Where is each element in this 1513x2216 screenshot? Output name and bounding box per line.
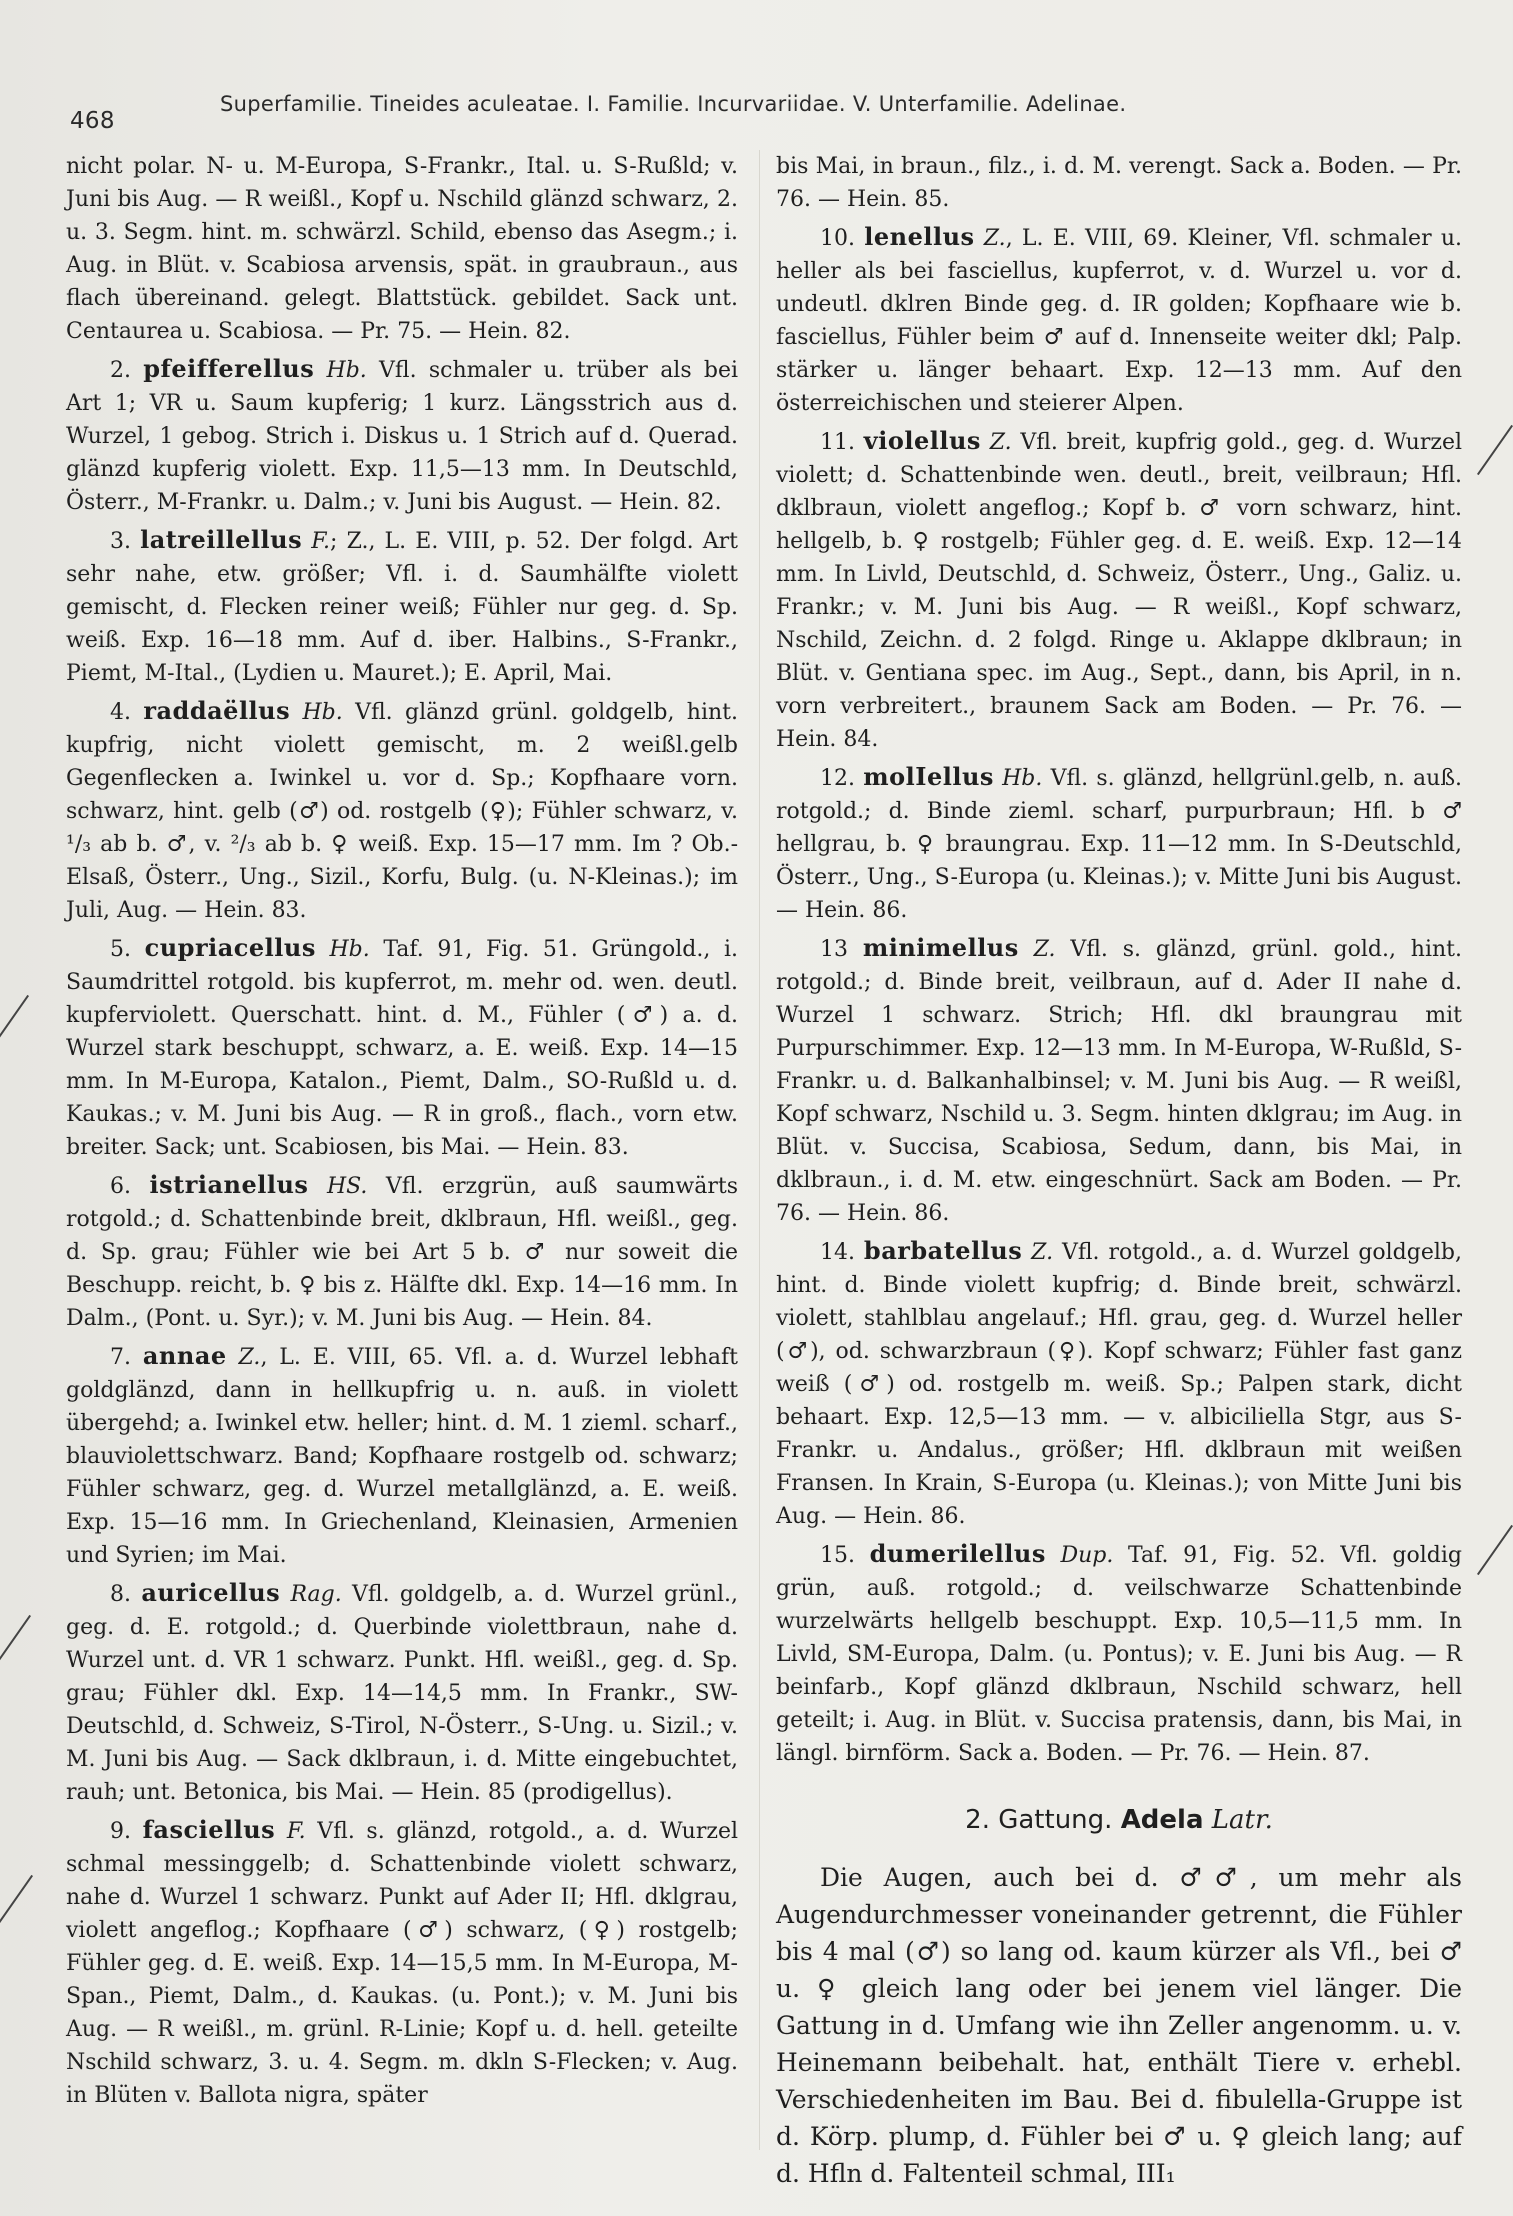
entry-text: Vfl. erzgrün, auß saumwärts rotgold.; d. Schattenbinde breit, dklbraun, Hfl. weißl., geg. d. Sp. grau; Fühler wie bei Art 5 b. ♂ nur soweit die Beschupp. reicht, b. ♀ bis z. Hälfte dkl. Exp. 14—16 mm. In Dalm., (Pont. u. Syr.); v. M. Juni bis Aug. — Hein. 84. bbox=[66, 1174, 739, 1331]
margin-pencil-mark bbox=[0, 1875, 33, 1925]
species-entry bbox=[776, 424, 1462, 756]
entry-number: 10. bbox=[820, 226, 855, 251]
entry-number: 4. bbox=[110, 700, 131, 725]
species-author: F. bbox=[311, 529, 331, 554]
entry-text: Vfl. s. glänzd, rotgold., a. d. Wurzel schmal messinggelb; d. Schattenbinde violett schwarz, nahe d. Wurzel 1 schwarz. Punkt auf Ader II; Hfl. dklgrau, violett angeflog.; Kopfhaare (♂) schwarz, (♀) rostgelb; Fühler geg. d. E. weiß. Exp. 14—15,5 mm. In M-Europa, M-Span., Piemt, Dalm., d. Kaukas. (u. Pont.); v. M. Juni bis Aug. — R weißl., m. grünl. R-Linie; Kopf u. d. hell. geteilte Nschild schwarz, 3. u. 4. Segm. m. dkln S-Flecken; v. Aug. in Blüten v. Ballota nigra, später bbox=[66, 1819, 739, 2108]
species-author: Z. bbox=[1031, 1240, 1054, 1265]
species-author: Dup. bbox=[1060, 1543, 1114, 1568]
entry-text: Vfl. glänzd grünl. goldgelb, hint. kupfrig, nicht violett gemischt, m. 2 weißl.gelb Gegenflecken a. Iwinkel u. vor d. Sp.; Kopfhaare vorn. schwarz, hint. gelb (♂) od. rostgelb (♀); Fühler schwarz, v. ¹/₃ ab b. ♂, v. ²/₃ ab b. ♀ weiß. Exp. 15—17 mm. Im ? Ob.-Elsaß, Österr., Ung., Sizil., Korfu, Bulg. (u. N-Kleinas.); im Juli, Aug. — Hein. 83. bbox=[66, 700, 738, 923]
species-name: barbatellus bbox=[863, 1236, 1023, 1265]
species-entry bbox=[776, 760, 1462, 927]
column-divider bbox=[759, 150, 760, 2150]
species-entry bbox=[66, 1813, 738, 2112]
species-author: Z. bbox=[989, 430, 1012, 455]
genus-author: Latr. bbox=[1211, 1805, 1273, 1835]
running-title: Superfamilie. Tineides aculeatae. I. Familie. Incurvariidae. V. Unterfamilie. Adelinae. bbox=[220, 92, 1127, 116]
entry-number: 13 bbox=[820, 937, 848, 962]
genus-prefix: 2. Gattung. bbox=[965, 1805, 1113, 1835]
species-name: fasciellus bbox=[142, 1815, 276, 1844]
species-name: pfeifferellus bbox=[143, 354, 315, 383]
species-author: HS. bbox=[326, 1174, 368, 1199]
entry-text: Vfl. s. glänzd, grünl. gold., hint. rotgold.; d. Binde breit, veilbraun, auf d. Ader II nahe d. Wurzel 1 schwarz. Strich; Hfl. dkl braungrau mit Purpurschimmer. Exp. 12—13 mm. In M-Europa, W-Rußld, S-Frankr. u. d. Balkanhalbinsel; v. M. Juni bis Aug. — R weißl, Kopf schwarz, Nschild u. 3. Segm. hinten dklgrau; im Aug. in Blüt. v. Succisa, Scabiosa, Sedum, dann, bis Mai, in dklbraun., i. d. M. etw. eingeschnürt. Sack am Boden. — Pr. 76. — Hein. 86. bbox=[776, 937, 1462, 1226]
species-name: lenellus bbox=[864, 222, 975, 251]
entry-text: ; Z., L. E. VIII, p. 52. Der folgd. Art sehr nahe, etw. größer; Vfl. i. d. Saumhälfte violett gemischt, d. Flecken reiner weiß; Fühler nur geg. d. Sp. weiß. Exp. 16—18 mm. Auf d. iber. Halbins., S-Frankr., Piemt, M-Ital., (Lydien u. Mauret.); E. April, Mai. bbox=[66, 529, 738, 686]
entry-text: Vfl. breit, kupfrig gold., geg. d. Wurzel violett; d. Schattenbinde wen. deutl., breit, veilbraun; Hfl. dklbraun, violett angeflog.; Kopf b. ♂ vorn schwarz, hint. hellgelb, b. ♀ rostgelb; Fühler geg. d. E. weiß. Exp. 12—14 mm. In Livld, Deutschld, d. Schweiz, Österr., Ung., Galiz. u. Frankr.; v. M. Juni bis Aug. — R weißl., Kopf schwarz, Nschild, Zeichn. d. 2 folgd. Ringe u. Aklappe dklbraun; in Blüt. v. Gentiana spec. im Aug., Sept., dann, bis April, in n. vorn verbreitert., braunem Sack am Boden. — Pr. 76. — Hein. 84. bbox=[776, 430, 1463, 752]
margin-pencil-mark bbox=[0, 1615, 31, 1665]
species-author: Hb. bbox=[302, 700, 343, 725]
entry-text: Taf. 91, Fig. 51. Grüngold., i. Saumdrittel rotgold. bis kupferrot, m. mehr od. wen. deutl. kupferviolett. Querschatt. hint. d. M., Fühler (♂) a. d. Wurzel stark beschuppt, schwarz, a. E. weiß. Exp. 14—15 mm. In M-Europa, Katalon., Piemt, Dalm., SO-Rußld u. d. Kaukas.; v. M. Juni bis Aug. — R in groß., flach., vorn etw. breiter. Sack; unt. Scabiosen, bis Mai. — Hein. 83. bbox=[66, 937, 738, 1160]
entry-number: 14. bbox=[820, 1240, 855, 1265]
entry-number: 3. bbox=[110, 529, 131, 554]
species-name: auricellus bbox=[141, 1578, 281, 1607]
species-author: Rag. bbox=[290, 1582, 342, 1607]
species-entry bbox=[66, 1339, 738, 1572]
right-column bbox=[776, 150, 1463, 2188]
species-entry bbox=[776, 1234, 1462, 1533]
species-entry bbox=[66, 523, 738, 690]
species-author: Hb. bbox=[326, 358, 367, 383]
entry-text: Vfl. goldgelb, a. d. Wurzel grünl., geg. d. E. rotgold.; d. Querbinde violettbraun, nahe d. Wurzel unt. d. VR 1 schwarz. Punkt. Hfl. weißl., geg. d. Sp. grau; Fühler dkl. Exp. 14—14,5 mm. In Frankr., SW-Deutschld, d. Schweiz, S-Tirol, N-Österr., S-Ung. u. Sizil.; v. M. Juni bis Aug. — Sack dklbraun, i. d. Mitte eingebuchtet, rauh; unt. Betonica, bis Mai. — Hein. 85 (prodigellus). bbox=[66, 1582, 738, 1805]
entry-text: Taf. 91, Fig. 52. Vfl. goldig grün, auß. rotgold.; d. veilschwarze Schattenbinde wurzelwärts hellgelb beschuppt. Exp. 10,5—11,5 mm. In Livld, SM-Europa, Dalm. (u. Pontus); v. E. Juni bis Aug. — R beinfarb., Kopf glänzd dklbraun, Nschild schwarz, hell geteilt; i. Aug. in Blüt. v. Succisa pratensis, dann, bis Mai, in längl. birnförm. Sack a. Boden. — Pr. 76. — Hein. 87. bbox=[776, 1543, 1463, 1766]
page-number: 468 bbox=[70, 108, 115, 134]
entry-number: 15. bbox=[820, 1543, 855, 1568]
entry-number: 2. bbox=[110, 358, 131, 383]
species-author: Z. bbox=[1033, 937, 1056, 962]
entry-text: , L. E. VIII, 69. Kleiner, Vfl. schmaler u. heller als bei fasciellus, kupferrot, v. d. Wurzel u. vor d. undeutl. dklren Binde geg. d. IR golden; Kopfhaare wie b. fasciellus, Fühler beim ♂ auf d. Innenseite weiter dkl; Palp. stärker u. länger behaart. Exp. 12—13 mm. Auf den österreichischen und steierer Alpen. bbox=[776, 226, 1462, 416]
species-entry bbox=[66, 352, 738, 519]
species-name: raddaëllus bbox=[143, 696, 291, 725]
margin-pencil-mark bbox=[1477, 425, 1513, 475]
entry-number: 5. bbox=[110, 937, 131, 962]
margin-pencil-mark bbox=[1477, 1525, 1513, 1575]
species-entry bbox=[66, 694, 738, 927]
species-entry bbox=[776, 1537, 1462, 1770]
species-author: Hb. bbox=[1002, 766, 1043, 791]
entry-continuation: bis Mai, in braun., filz., i. d. M. verengt. Sack a. Boden. — Pr. 76. — Hein. 85. bbox=[776, 154, 1462, 212]
entry-text: Vfl. rotgold., a. d. Wurzel goldgelb, hint. d. Binde violett kupfrig; d. Binde breit, schwärzl. violett, stahlblau angelauf.; Hfl. grau, geg. d. Wurzel heller (♂), od. schwarzbraun (♀). Kopf schwarz; Fühler fast ganz weiß (♂) od. rostgelb m. weiß. Sp.; Palpen stark, dicht behaart. Exp. 12,5—13 mm. — v. albiciliella Stgr, aus S-Frankr. u. Andalus., größer; Hfl. dklbraun mit weißen Fransen. In Krain, S-Europa (u. Kleinas.); von Mitte Juni bis Aug. — Hein. 86. bbox=[776, 1240, 1462, 1529]
species-entry bbox=[66, 931, 738, 1164]
species-name: molIellus bbox=[863, 762, 994, 791]
species-name: minimellus bbox=[862, 933, 1019, 962]
species-entry bbox=[66, 1168, 738, 1335]
entry-continuation: nicht polar. N- u. M-Europa, S-Frankr., Ital. u. S-Rußld; v. Juni bis Aug. — R weißl., Kopf u. Nschild glänzd schwarz, 2. u. 3. Segm. hint. m. schwärzl. Schild, ebenso das Asegm.; i. Aug. in Blüt. v. Scabiosa arvensis, spät. in graubraun., aus flach übereinand. gelegt. Blattstück. gebildet. Sack unt. Centaurea u. Scabiosa. — Pr. 75. — Hein. 82. bbox=[66, 154, 738, 344]
species-name: istrianellus bbox=[149, 1170, 309, 1199]
species-author: F. bbox=[286, 1819, 306, 1844]
entry-number: 8. bbox=[110, 1582, 131, 1607]
genus-name: Adela bbox=[1120, 1805, 1204, 1835]
species-name: violellus bbox=[863, 426, 981, 455]
entry-number: 7. bbox=[110, 1345, 131, 1370]
entry-number: 12. bbox=[820, 766, 855, 791]
species-name: cupriacellus bbox=[144, 933, 316, 962]
species-entry bbox=[776, 220, 1462, 420]
entry-text: , L. E. VIII, 65. Vfl. a. d. Wurzel lebhaft goldglänzd, dann in hellkupfrig u. n. auß. in violett übergehd; a. Iwinkel etw. heller; hint. d. M. 1 zieml. scharf., blauviolettschwarz. Band; Kopfhaare rostgelb od. schwarz; Fühler schwarz, geg. d. Wurzel metallglänzd, a. E. weiß. Exp. 15—16 mm. In Griechenland, Kleinasien, Armenien und Syrien; im Mai. bbox=[66, 1345, 739, 1568]
species-name: dumerilellus bbox=[869, 1539, 1046, 1568]
genus-heading bbox=[776, 1804, 1462, 1837]
running-header bbox=[70, 92, 1400, 132]
margin-pencil-mark bbox=[0, 995, 29, 1045]
species-author: Z. bbox=[983, 226, 1006, 251]
species-author: Hb. bbox=[329, 937, 370, 962]
species-entry bbox=[776, 931, 1462, 1230]
left-column bbox=[66, 150, 738, 2150]
entry-number: 6. bbox=[110, 1174, 131, 1199]
entry-number: 11. bbox=[820, 430, 855, 455]
species-author: Z. bbox=[238, 1345, 261, 1370]
species-name: latreillellus bbox=[140, 525, 303, 554]
entry-text: Vfl. schmaler u. trüber als bei Art 1; VR u. Saum kupferig; 1 kurz. Längsstrich aus d. Wurzel, 1 gebog. Strich i. Diskus u. 1 Strich auf d. Querad. glänzd kupferig violett. Exp. 11,5—13 mm. In Deutschld, Österr., M-Frankr. u. Dalm.; v. Juni bis August. — Hein. 82. bbox=[66, 358, 739, 515]
entry-number: 9. bbox=[110, 1819, 131, 1844]
entry-text: Vfl. s. glänzd, hellgrünl.gelb, n. auß. rotgold.; d. Binde zieml. scharf, purpurbraun; Hfl. b ♂ hellgrau, b. ♀ braungrau. Exp. 11—12 mm. In S-Deutschld, Österr., Ung., S-Europa (u. Kleinas.); v. Mitte Juni bis August. — Hein. 86. bbox=[776, 766, 1463, 923]
species-entry bbox=[66, 1576, 738, 1809]
species-name: annae bbox=[142, 1341, 227, 1370]
genus-description: Die Augen, auch bei d. ♂♂, um mehr als Augendurchmesser voneinander getrennt, die Fühler bis 4 mal (♂) so lang od. kaum kürzer als Vfl., bei ♂ u. ♀ gleich lang oder bei jenem viel länger. Die Gattung in d. Umfang wie ihn Zeller angenomm. u. v. Heinemann beibehalt. hat, enthält Tiere v. erhebl. Verschiedenheiten im Bau. Bei d. fibulella-Gruppe ist d. Körp. plump, d. Fühler bei ♂ u. ♀ gleich lang; auf d. Hfln d. Faltenteil schmal, III₁ bbox=[776, 1863, 1462, 2188]
